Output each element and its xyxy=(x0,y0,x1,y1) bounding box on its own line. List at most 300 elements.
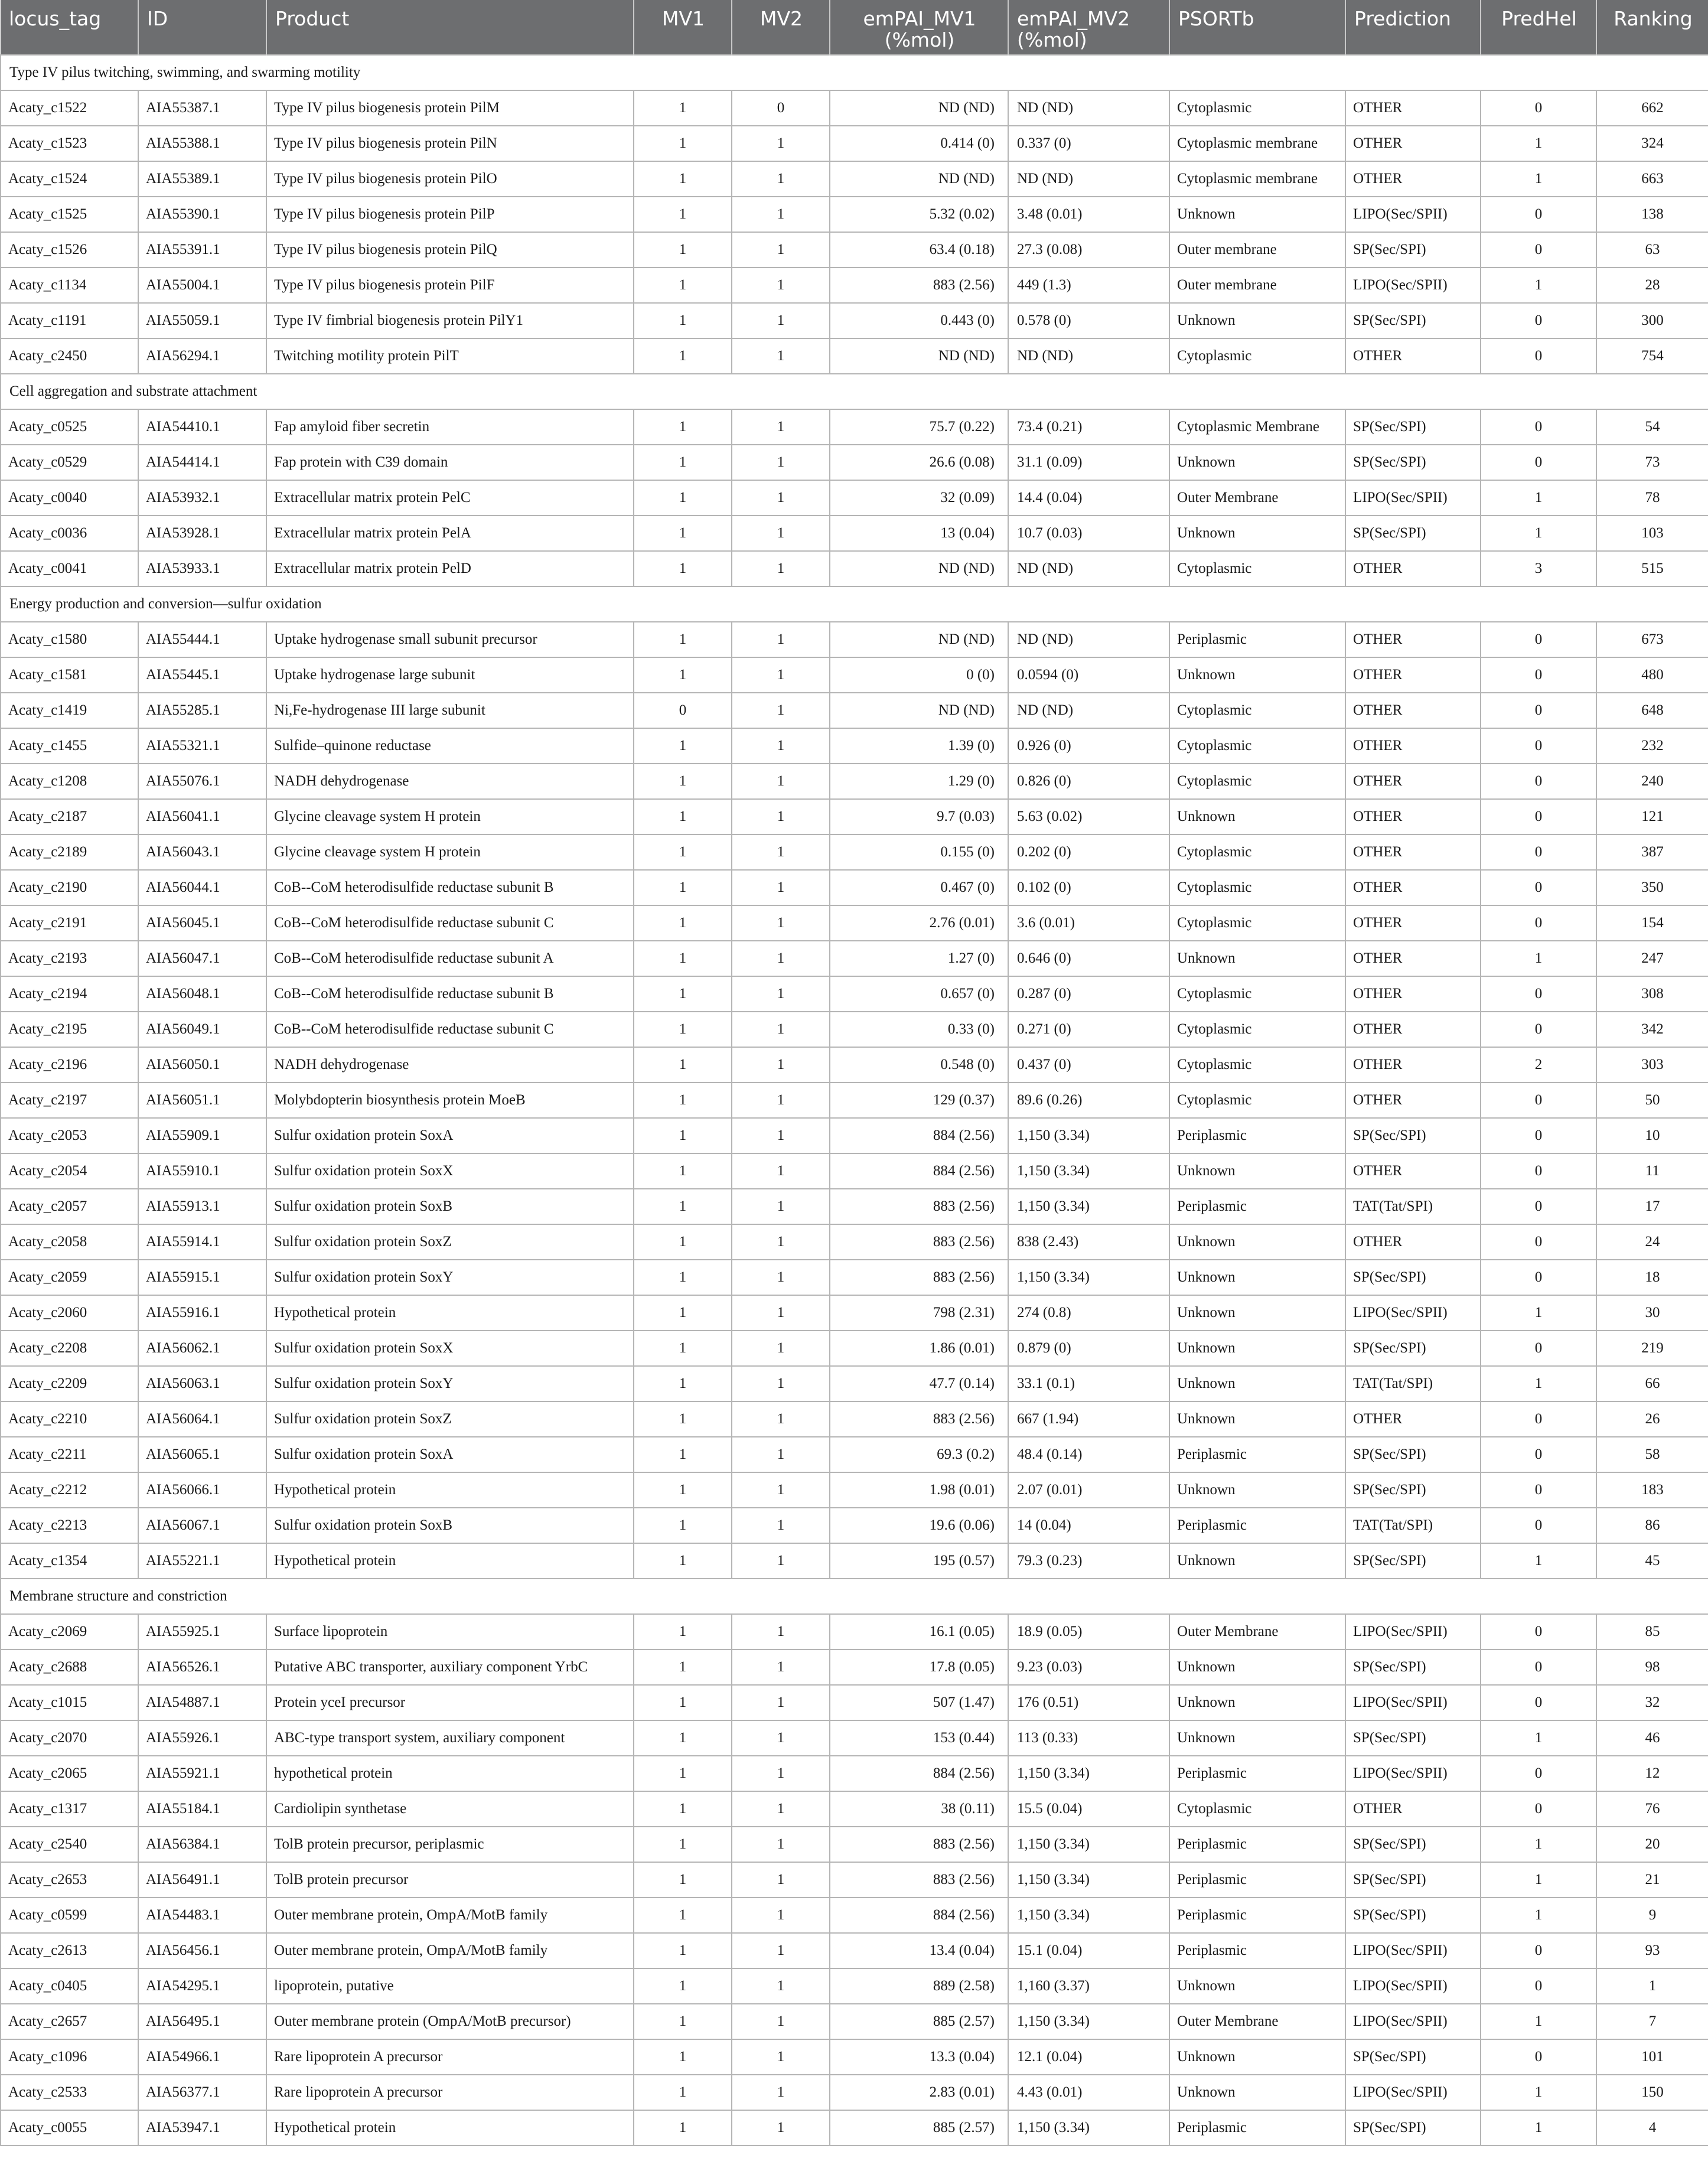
product-cell: Sulfur oxidation protein SoxZ xyxy=(266,1224,634,1260)
id-cell: AIA55916.1 xyxy=(138,1295,266,1331)
ranking-cell: 28 xyxy=(1596,268,1708,303)
empai-mv2-cell: 27.3 (0.08) xyxy=(1008,232,1169,268)
psortb-cell: Cytoplasmic xyxy=(1169,1791,1345,1827)
ranking-cell: 183 xyxy=(1596,1472,1708,1508)
col-header-prediction: Prediction xyxy=(1345,0,1481,55)
mv2-cell: 1 xyxy=(732,1685,830,1720)
mv2-cell: 1 xyxy=(732,1366,830,1401)
ranking-cell: 662 xyxy=(1596,90,1708,126)
predhel-cell: 0 xyxy=(1481,1933,1596,1968)
id-cell: AIA56491.1 xyxy=(138,1862,266,1898)
mv1-cell: 1 xyxy=(634,941,732,976)
locus-tag-cell: Acaty_c1455 xyxy=(1,728,138,764)
table-row xyxy=(1,941,1708,976)
ranking-cell: 78 xyxy=(1596,480,1708,516)
predhel-cell: 1 xyxy=(1481,161,1596,197)
product-cell: Uptake hydrogenase large subunit xyxy=(266,657,634,693)
ranking-cell: 76 xyxy=(1596,1791,1708,1827)
table-row xyxy=(1,1827,1708,1862)
predhel-cell: 0 xyxy=(1481,2039,1596,2075)
id-cell: AIA56064.1 xyxy=(138,1401,266,1437)
mv2-cell: 1 xyxy=(732,1012,830,1047)
id-cell: AIA55915.1 xyxy=(138,1260,266,1295)
predhel-cell: 1 xyxy=(1481,126,1596,161)
ranking-cell: 350 xyxy=(1596,870,1708,905)
mv1-cell: 1 xyxy=(634,1047,732,1083)
product-cell: Molybdopterin biosynthesis protein MoeB xyxy=(266,1083,634,1118)
psortb-cell: Periplasmic xyxy=(1169,1862,1345,1898)
mv1-cell: 1 xyxy=(634,268,732,303)
ranking-cell: 32 xyxy=(1596,1685,1708,1720)
locus-tag-cell: Acaty_c1522 xyxy=(1,90,138,126)
psortb-cell: Unknown xyxy=(1169,1401,1345,1437)
mv2-cell: 1 xyxy=(732,197,830,232)
mv2-cell: 1 xyxy=(732,2039,830,2075)
empai-mv2-cell: 15.5 (0.04) xyxy=(1008,1791,1169,1827)
mv1-cell: 1 xyxy=(634,1543,732,1579)
table-row xyxy=(1,2075,1708,2110)
table-row xyxy=(1,90,1708,126)
id-cell: AIA55387.1 xyxy=(138,90,266,126)
table-row xyxy=(1,1968,1708,2004)
psortb-cell: Cytoplasmic xyxy=(1169,338,1345,374)
ranking-cell: 98 xyxy=(1596,1650,1708,1685)
id-cell: AIA55445.1 xyxy=(138,657,266,693)
table-row xyxy=(1,1153,1708,1189)
product-cell: Outer membrane protein (OmpA/MotB precursor) xyxy=(266,2004,634,2039)
product-cell: CoB--CoM heterodisulfide reductase subunit B xyxy=(266,870,634,905)
predhel-cell: 1 xyxy=(1481,1295,1596,1331)
id-cell: AIA54410.1 xyxy=(138,409,266,445)
table-row xyxy=(1,799,1708,834)
predhel-cell: 1 xyxy=(1481,2110,1596,2146)
empai-mv1-cell: 883 (2.56) xyxy=(830,1189,1008,1224)
col-header-empai-mv2: emPAI_MV2 (%mol) xyxy=(1008,0,1169,55)
empai-mv2-cell: 31.1 (0.09) xyxy=(1008,445,1169,480)
psortb-cell: Unknown xyxy=(1169,1366,1345,1401)
empai-mv1-cell: 0.414 (0) xyxy=(830,126,1008,161)
prediction-cell: OTHER xyxy=(1345,1153,1481,1189)
mv1-cell: 1 xyxy=(634,728,732,764)
psortb-cell: Unknown xyxy=(1169,445,1345,480)
empai-mv1-cell: ND (ND) xyxy=(830,161,1008,197)
id-cell: AIA55390.1 xyxy=(138,197,266,232)
product-cell: Sulfide–quinone reductase xyxy=(266,728,634,764)
psortb-cell: Unknown xyxy=(1169,516,1345,551)
prediction-cell: LIPO(Sec/SPII) xyxy=(1345,1968,1481,2004)
empai-mv2-cell: 73.4 (0.21) xyxy=(1008,409,1169,445)
psortb-cell: Unknown xyxy=(1169,1260,1345,1295)
mv2-cell: 1 xyxy=(732,126,830,161)
ranking-cell: 387 xyxy=(1596,834,1708,870)
table-row xyxy=(1,1898,1708,1933)
predhel-cell: 3 xyxy=(1481,551,1596,586)
empai-mv1-cell: 883 (2.56) xyxy=(830,268,1008,303)
table-row xyxy=(1,1366,1708,1401)
product-cell: Rare lipoprotein A precursor xyxy=(266,2075,634,2110)
mv1-cell: 1 xyxy=(634,905,732,941)
prediction-cell: SP(Sec/SPI) xyxy=(1345,1331,1481,1366)
psortb-cell: Unknown xyxy=(1169,657,1345,693)
locus-tag-cell: Acaty_c0529 xyxy=(1,445,138,480)
psortb-cell: Unknown xyxy=(1169,941,1345,976)
table-row xyxy=(1,1756,1708,1791)
predhel-cell: 1 xyxy=(1481,480,1596,516)
product-cell: CoB--CoM heterodisulfide reductase subunit C xyxy=(266,1012,634,1047)
empai-mv1-cell: ND (ND) xyxy=(830,551,1008,586)
predhel-cell: 0 xyxy=(1481,1224,1596,1260)
locus-tag-cell: Acaty_c2213 xyxy=(1,1508,138,1543)
table-row xyxy=(1,516,1708,551)
psortb-cell: Unknown xyxy=(1169,1472,1345,1508)
empai-mv2-cell: 0.437 (0) xyxy=(1008,1047,1169,1083)
psortb-cell: Cytoplasmic xyxy=(1169,764,1345,799)
id-cell: AIA55909.1 xyxy=(138,1118,266,1153)
empai-mv1-cell: ND (ND) xyxy=(830,693,1008,728)
product-cell: Type IV pilus biogenesis protein PilM xyxy=(266,90,634,126)
prediction-cell: OTHER xyxy=(1345,338,1481,374)
empai-mv1-cell: 0.548 (0) xyxy=(830,1047,1008,1083)
table-row xyxy=(1,1331,1708,1366)
id-cell: AIA56294.1 xyxy=(138,338,266,374)
table-row xyxy=(1,870,1708,905)
id-cell: AIA56044.1 xyxy=(138,870,266,905)
empai-mv2-cell: 18.9 (0.05) xyxy=(1008,1614,1169,1650)
col-header-product: Product xyxy=(266,0,634,55)
prediction-cell: OTHER xyxy=(1345,1012,1481,1047)
empai-mv1-cell: 885 (2.57) xyxy=(830,2004,1008,2039)
table-row xyxy=(1,2004,1708,2039)
ranking-cell: 30 xyxy=(1596,1295,1708,1331)
id-cell: AIA56065.1 xyxy=(138,1437,266,1472)
ranking-cell: 121 xyxy=(1596,799,1708,834)
ranking-cell: 154 xyxy=(1596,905,1708,941)
locus-tag-cell: Acaty_c0041 xyxy=(1,551,138,586)
psortb-cell: Periplasmic xyxy=(1169,1508,1345,1543)
predhel-cell: 1 xyxy=(1481,1898,1596,1933)
predhel-cell: 0 xyxy=(1481,905,1596,941)
table-row xyxy=(1,1543,1708,1579)
empai-mv1-cell: 889 (2.58) xyxy=(830,1968,1008,2004)
prediction-cell: LIPO(Sec/SPII) xyxy=(1345,1295,1481,1331)
prediction-cell: OTHER xyxy=(1345,693,1481,728)
psortb-cell: Periplasmic xyxy=(1169,1118,1345,1153)
predhel-cell: 1 xyxy=(1481,1366,1596,1401)
id-cell: AIA55925.1 xyxy=(138,1614,266,1650)
table-row xyxy=(1,126,1708,161)
ranking-cell: 247 xyxy=(1596,941,1708,976)
prediction-cell: SP(Sec/SPI) xyxy=(1345,516,1481,551)
psortb-cell: Periplasmic xyxy=(1169,1756,1345,1791)
psortb-cell: Unknown xyxy=(1169,2039,1345,2075)
mv2-cell: 1 xyxy=(732,622,830,657)
psortb-cell: Unknown xyxy=(1169,799,1345,834)
psortb-cell: Cytoplasmic Membrane xyxy=(1169,409,1345,445)
empai-mv2-cell: 9.23 (0.03) xyxy=(1008,1650,1169,1685)
empai-mv2-cell: 0.271 (0) xyxy=(1008,1012,1169,1047)
prediction-cell: SP(Sec/SPI) xyxy=(1345,232,1481,268)
empai-mv2-cell: ND (ND) xyxy=(1008,693,1169,728)
prediction-cell: OTHER xyxy=(1345,161,1481,197)
locus-tag-cell: Acaty_c1524 xyxy=(1,161,138,197)
prediction-cell: LIPO(Sec/SPII) xyxy=(1345,197,1481,232)
product-cell: Fap amyloid fiber secretin xyxy=(266,409,634,445)
mv1-cell: 1 xyxy=(634,1401,732,1437)
product-cell: CoB--CoM heterodisulfide reductase subunit A xyxy=(266,941,634,976)
ranking-cell: 54 xyxy=(1596,409,1708,445)
predhel-cell: 0 xyxy=(1481,1118,1596,1153)
id-cell: AIA56045.1 xyxy=(138,905,266,941)
product-cell: CoB--CoM heterodisulfide reductase subunit B xyxy=(266,976,634,1012)
empai-mv2-cell: 14.4 (0.04) xyxy=(1008,480,1169,516)
mv1-cell: 1 xyxy=(634,338,732,374)
mv2-cell: 1 xyxy=(732,1756,830,1791)
table-row xyxy=(1,834,1708,870)
table-row xyxy=(1,728,1708,764)
locus-tag-cell: Acaty_c2065 xyxy=(1,1756,138,1791)
ranking-cell: 342 xyxy=(1596,1012,1708,1047)
predhel-cell: 0 xyxy=(1481,1472,1596,1508)
empai-mv1-cell: 2.76 (0.01) xyxy=(830,905,1008,941)
product-cell: Hypothetical protein xyxy=(266,1472,634,1508)
mv2-cell: 1 xyxy=(732,1224,830,1260)
prediction-cell: LIPO(Sec/SPII) xyxy=(1345,2004,1481,2039)
mv1-cell: 1 xyxy=(634,2039,732,2075)
table-row xyxy=(1,1401,1708,1437)
table-row xyxy=(1,657,1708,693)
psortb-cell: Periplasmic xyxy=(1169,1933,1345,1968)
prediction-cell: OTHER xyxy=(1345,622,1481,657)
id-cell: AIA55444.1 xyxy=(138,622,266,657)
predhel-cell: 0 xyxy=(1481,1791,1596,1827)
psortb-cell: Cytoplasmic xyxy=(1169,728,1345,764)
predhel-cell: 1 xyxy=(1481,2075,1596,2110)
table-row xyxy=(1,1614,1708,1650)
ranking-cell: 138 xyxy=(1596,197,1708,232)
prediction-cell: OTHER xyxy=(1345,799,1481,834)
empai-mv1-cell: 16.1 (0.05) xyxy=(830,1614,1008,1650)
empai-mv1-cell: 17.8 (0.05) xyxy=(830,1650,1008,1685)
empai-mv1-cell: 1.98 (0.01) xyxy=(830,1472,1008,1508)
locus-tag-cell: Acaty_c2058 xyxy=(1,1224,138,1260)
table-row xyxy=(1,1083,1708,1118)
locus-tag-cell: Acaty_c1134 xyxy=(1,268,138,303)
id-cell: AIA56041.1 xyxy=(138,799,266,834)
empai-mv1-cell: 47.7 (0.14) xyxy=(830,1366,1008,1401)
prediction-cell: SP(Sec/SPI) xyxy=(1345,1898,1481,1933)
mv2-cell: 1 xyxy=(732,1720,830,1756)
empai-mv2-cell: 1,150 (3.34) xyxy=(1008,1260,1169,1295)
prediction-cell: OTHER xyxy=(1345,1401,1481,1437)
prediction-cell: OTHER xyxy=(1345,126,1481,161)
prediction-cell: SP(Sec/SPI) xyxy=(1345,1437,1481,1472)
mv1-cell: 1 xyxy=(634,834,732,870)
locus-tag-cell: Acaty_c2054 xyxy=(1,1153,138,1189)
locus-tag-cell: Acaty_c2069 xyxy=(1,1614,138,1650)
predhel-cell: 0 xyxy=(1481,693,1596,728)
product-cell: Sulfur oxidation protein SoxY xyxy=(266,1260,634,1295)
locus-tag-cell: Acaty_c2212 xyxy=(1,1472,138,1508)
locus-tag-cell: Acaty_c2210 xyxy=(1,1401,138,1437)
psortb-cell: Unknown xyxy=(1169,197,1345,232)
product-cell: Putative ABC transporter, auxiliary component YrbC xyxy=(266,1650,634,1685)
predhel-cell: 0 xyxy=(1481,657,1596,693)
prediction-cell: SP(Sec/SPI) xyxy=(1345,1118,1481,1153)
ranking-cell: 673 xyxy=(1596,622,1708,657)
product-cell: Outer membrane protein, OmpA/MotB family xyxy=(266,1898,634,1933)
product-cell: ABC-type transport system, auxiliary component xyxy=(266,1720,634,1756)
empai-mv2-cell: 1,150 (3.34) xyxy=(1008,2004,1169,2039)
ranking-cell: 663 xyxy=(1596,161,1708,197)
prediction-cell: OTHER xyxy=(1345,551,1481,586)
mv2-cell: 1 xyxy=(732,1295,830,1331)
locus-tag-cell: Acaty_c2057 xyxy=(1,1189,138,1224)
mv2-cell: 1 xyxy=(732,870,830,905)
mv2-cell: 1 xyxy=(732,764,830,799)
id-cell: AIA56384.1 xyxy=(138,1827,266,1862)
table-row xyxy=(1,1650,1708,1685)
empai-mv2-cell: 10.7 (0.03) xyxy=(1008,516,1169,551)
mv1-cell: 1 xyxy=(634,764,732,799)
id-cell: AIA53947.1 xyxy=(138,2110,266,2146)
ranking-cell: 66 xyxy=(1596,1366,1708,1401)
col-header-locus-tag: locus_tag xyxy=(1,0,138,55)
mv2-cell: 1 xyxy=(732,2004,830,2039)
id-cell: AIA55388.1 xyxy=(138,126,266,161)
predhel-cell: 1 xyxy=(1481,516,1596,551)
locus-tag-cell: Acaty_c2197 xyxy=(1,1083,138,1118)
id-cell: AIA56526.1 xyxy=(138,1650,266,1685)
psortb-cell: Unknown xyxy=(1169,1543,1345,1579)
table-row xyxy=(1,1933,1708,1968)
table-row xyxy=(1,1685,1708,1720)
table-row xyxy=(1,232,1708,268)
mv1-cell: 1 xyxy=(634,480,732,516)
empai-mv1-cell: 1.29 (0) xyxy=(830,764,1008,799)
empai-mv1-cell: 883 (2.56) xyxy=(830,1862,1008,1898)
empai-mv2-cell: 274 (0.8) xyxy=(1008,1295,1169,1331)
predhel-cell: 0 xyxy=(1481,445,1596,480)
mv2-cell: 1 xyxy=(732,480,830,516)
mv2-cell: 1 xyxy=(732,693,830,728)
empai-mv1-cell: 0 (0) xyxy=(830,657,1008,693)
mv1-cell: 1 xyxy=(634,551,732,586)
mv1-cell: 1 xyxy=(634,1295,732,1331)
prediction-cell: OTHER xyxy=(1345,728,1481,764)
empai-mv2-cell: 0.879 (0) xyxy=(1008,1331,1169,1366)
mv2-cell: 1 xyxy=(732,2075,830,2110)
table-row xyxy=(1,1862,1708,1898)
col-header-mv2: MV2 xyxy=(732,0,830,55)
id-cell: AIA56067.1 xyxy=(138,1508,266,1543)
mv1-cell: 1 xyxy=(634,1756,732,1791)
prediction-cell: OTHER xyxy=(1345,1224,1481,1260)
ranking-cell: 58 xyxy=(1596,1437,1708,1472)
predhel-cell: 0 xyxy=(1481,728,1596,764)
section-header-row xyxy=(1,374,1708,409)
mv2-cell: 1 xyxy=(732,834,830,870)
id-cell: AIA55321.1 xyxy=(138,728,266,764)
locus-tag-cell: Acaty_c1096 xyxy=(1,2039,138,2075)
predhel-cell: 0 xyxy=(1481,338,1596,374)
mv1-cell: 1 xyxy=(634,126,732,161)
id-cell: AIA55391.1 xyxy=(138,232,266,268)
empai-mv1-cell: ND (ND) xyxy=(830,90,1008,126)
empai-mv2-cell: ND (ND) xyxy=(1008,622,1169,657)
mv2-cell: 1 xyxy=(732,1543,830,1579)
table-row xyxy=(1,2110,1708,2146)
ranking-cell: 300 xyxy=(1596,303,1708,338)
col-header-empai-mv1: emPAI_MV1 (%mol) xyxy=(830,0,1008,55)
empai-mv1-cell: 26.6 (0.08) xyxy=(830,445,1008,480)
mv2-cell: 1 xyxy=(732,1153,830,1189)
id-cell: AIA56062.1 xyxy=(138,1331,266,1366)
predhel-cell: 0 xyxy=(1481,1614,1596,1650)
table-row xyxy=(1,1508,1708,1543)
locus-tag-cell: Acaty_c2208 xyxy=(1,1331,138,1366)
locus-tag-cell: Acaty_c2653 xyxy=(1,1862,138,1898)
product-cell: Type IV pilus biogenesis protein PilQ xyxy=(266,232,634,268)
ranking-cell: 480 xyxy=(1596,657,1708,693)
product-cell: Type IV pilus biogenesis protein PilP xyxy=(266,197,634,232)
ranking-cell: 219 xyxy=(1596,1331,1708,1366)
empai-mv2-cell: 1,150 (3.34) xyxy=(1008,1862,1169,1898)
prediction-cell: SP(Sec/SPI) xyxy=(1345,445,1481,480)
mv2-cell: 1 xyxy=(732,1968,830,2004)
product-cell: CoB--CoM heterodisulfide reductase subunit C xyxy=(266,905,634,941)
predhel-cell: 1 xyxy=(1481,2004,1596,2039)
psortb-cell: Outer Membrane xyxy=(1169,480,1345,516)
predhel-cell: 1 xyxy=(1481,268,1596,303)
header-row xyxy=(1,0,1708,55)
psortb-cell: Outer Membrane xyxy=(1169,1614,1345,1650)
product-cell: Hypothetical protein xyxy=(266,1543,634,1579)
empai-mv2-cell: 1,150 (3.34) xyxy=(1008,1756,1169,1791)
empai-mv2-cell: 4.43 (0.01) xyxy=(1008,2075,1169,2110)
empai-mv1-cell: 38 (0.11) xyxy=(830,1791,1008,1827)
prediction-cell: SP(Sec/SPI) xyxy=(1345,1260,1481,1295)
section-header-row xyxy=(1,586,1708,622)
empai-mv2-cell: ND (ND) xyxy=(1008,551,1169,586)
predhel-cell: 0 xyxy=(1481,799,1596,834)
predhel-cell: 0 xyxy=(1481,232,1596,268)
product-cell: NADH dehydrogenase xyxy=(266,1047,634,1083)
psortb-cell: Cytoplasmic xyxy=(1169,976,1345,1012)
mv2-cell: 1 xyxy=(732,1083,830,1118)
product-cell: Hypothetical protein xyxy=(266,2110,634,2146)
mv1-cell: 1 xyxy=(634,1650,732,1685)
psortb-cell: Outer membrane xyxy=(1169,268,1345,303)
table-row xyxy=(1,409,1708,445)
mv1-cell: 1 xyxy=(634,1437,732,1472)
empai-mv2-cell: 113 (0.33) xyxy=(1008,1720,1169,1756)
table-row xyxy=(1,338,1708,374)
prediction-cell: SP(Sec/SPI) xyxy=(1345,1543,1481,1579)
table-row xyxy=(1,161,1708,197)
prediction-cell: SP(Sec/SPI) xyxy=(1345,1650,1481,1685)
mv1-cell: 1 xyxy=(634,1933,732,1968)
table-row xyxy=(1,976,1708,1012)
table-row xyxy=(1,1720,1708,1756)
locus-tag-cell: Acaty_c2053 xyxy=(1,1118,138,1153)
locus-tag-cell: Acaty_c1523 xyxy=(1,126,138,161)
product-cell: Type IV pilus biogenesis protein PilO xyxy=(266,161,634,197)
empai-mv1-cell: 0.33 (0) xyxy=(830,1012,1008,1047)
prediction-cell: TAT(Tat/SPI) xyxy=(1345,1366,1481,1401)
empai-mv1-cell: 1.27 (0) xyxy=(830,941,1008,976)
id-cell: AIA55184.1 xyxy=(138,1791,266,1827)
ranking-cell: 303 xyxy=(1596,1047,1708,1083)
